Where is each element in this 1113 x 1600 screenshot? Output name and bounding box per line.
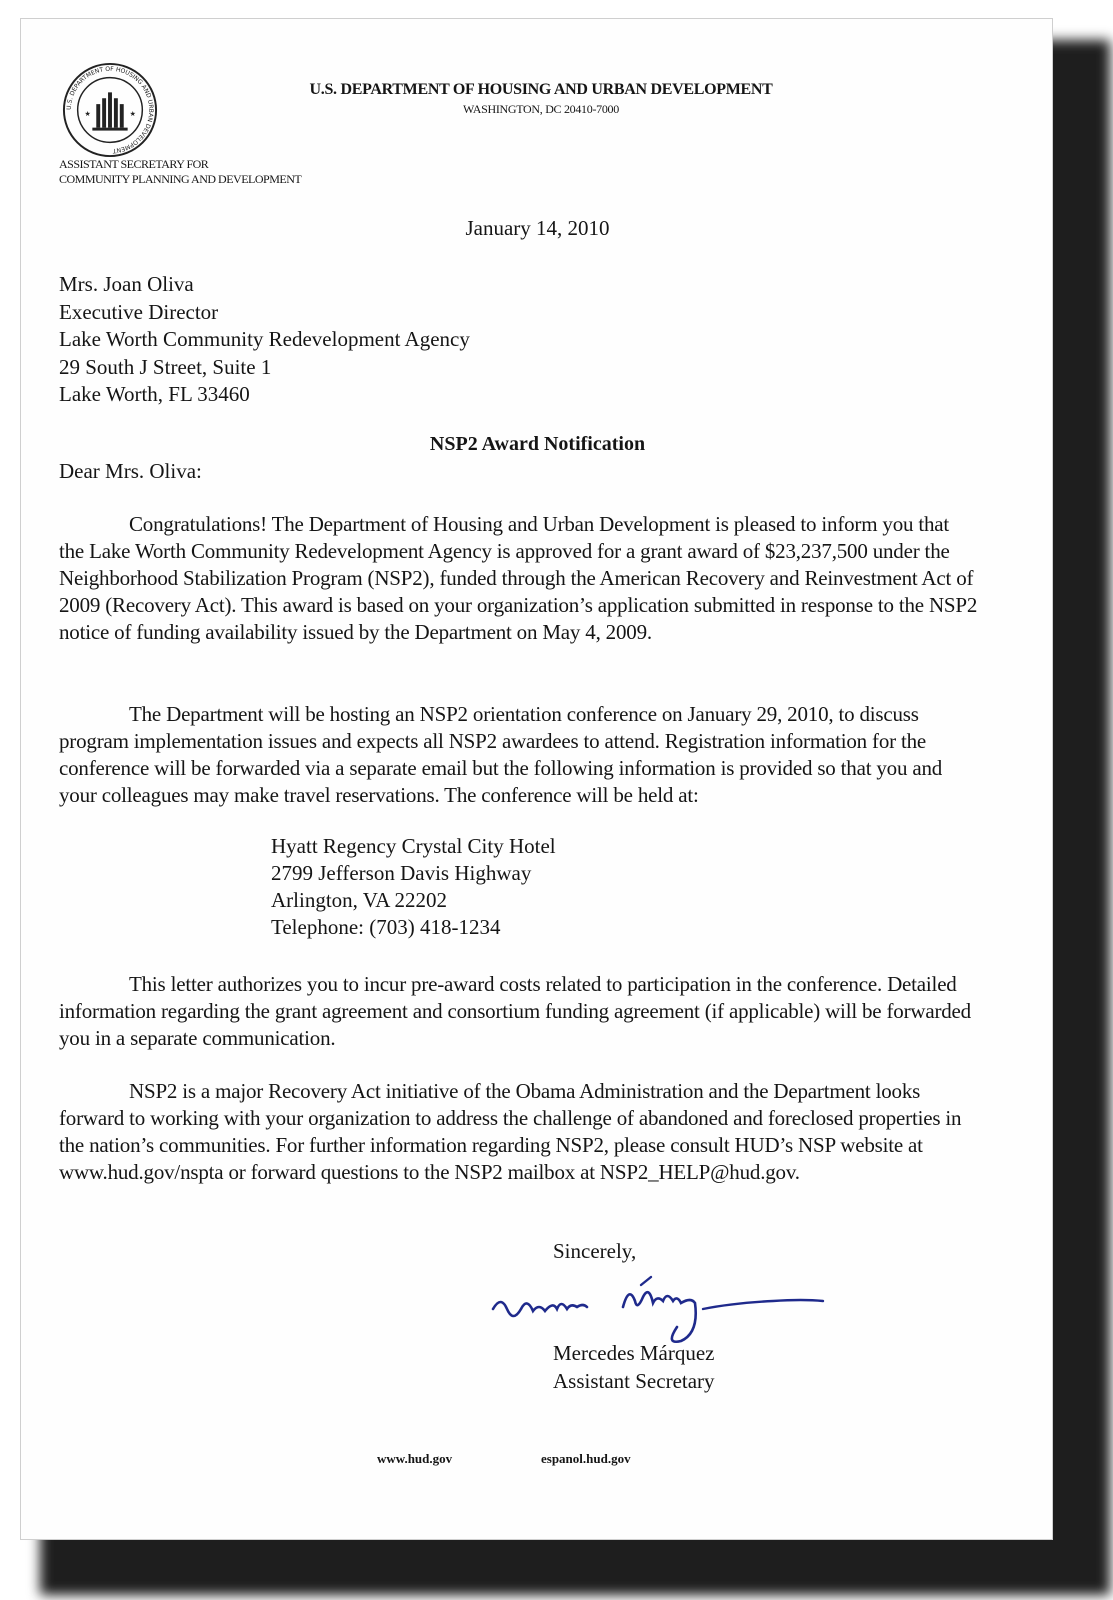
- recipient-name: Mrs. Joan Oliva: [59, 272, 194, 296]
- recipient-organization: Lake Worth Community Redevelopment Agency: [59, 327, 470, 351]
- paragraph: Congratulations! The Department of Housing and Urban Development is pleased to inform you that the Lake Worth Community Redevelopment Agency is approved for a grant award of $23,237,500 under the Neighborhood Stabilization Program (NSP2), funded through the American Recovery and Reinvestment Act of 2009 (Recovery Act). This award is based on your organization’s application submitted in response to the NSP2 notice of funding availability issued by the Department on May 4, 2009.: [59, 512, 978, 644]
- closing: Sincerely,: [553, 1239, 637, 1263]
- paragraph: The Department will be hosting an NSP2 orientation conference on January 29, 2010, to discuss program implementation issues and expects all NSP2 awardees to attend. Registration information for the conference will be forwarded via a separate email but the following information is provided so that you and your colleagues may make travel reservations. The conference will be held at:: [59, 702, 943, 807]
- venue-phone: Telephone: (703) 418-1234: [271, 915, 501, 939]
- office-block: [59, 157, 301, 187]
- signer-name: Mercedes Márquez: [553, 1341, 715, 1365]
- venue-address: [271, 833, 556, 941]
- hud-seal-icon: [61, 61, 159, 159]
- svg-text:★: ★: [129, 110, 136, 118]
- svg-text:★: ★: [84, 110, 91, 118]
- office-line: COMMUNITY PLANNING AND DEVELOPMENT: [59, 172, 302, 186]
- subject-line: NSP2 Award Notification: [429, 433, 646, 455]
- signer-block: [553, 1339, 715, 1395]
- paragraph: NSP2 is a major Recovery Act initiative of the Obama Administration and the Department looks forward to working with your organization to address the challenge of abandoned and foreclosed properties in the nation’s communities. For further information regarding NSP2, please consult HUD’s NSP website at www.hud.gov/nspta or forward questions to the NSP2 mailbox at NSP2_HELP@hud.gov.: [59, 1079, 962, 1184]
- recipient-street: 29 South J Street, Suite 1: [59, 354, 272, 379]
- letter-date: January 14, 2010: [465, 216, 610, 240]
- recipient-title: Executive Director: [59, 299, 219, 324]
- paragraph: This letter authorizes you to incur pre-award costs related to participation in the conference. Detailed information regarding the grant agreement and consortium funding agreement (if applicable) will be forwarded you in a separate communication.: [59, 972, 971, 1050]
- venue-city: Arlington, VA 22202: [271, 888, 447, 912]
- footer-link-hud[interactable]: www.hud.gov: [377, 1451, 453, 1466]
- footer-link-espanol[interactable]: espanol.hud.gov: [541, 1451, 631, 1466]
- recipient-city: Lake Worth, FL 33460: [59, 382, 250, 406]
- signer-title: Assistant Secretary: [553, 1369, 715, 1393]
- venue-name: Hyatt Regency Crystal City Hotel: [271, 834, 556, 858]
- agency-address: WASHINGTON, DC 20410-7000: [463, 102, 619, 116]
- salutation: Dear Mrs. Oliva:: [59, 459, 202, 483]
- office-line: ASSISTANT SECRETARY FOR: [59, 157, 209, 171]
- seal-text: U.S. DEPARTMENT OF HOUSING AND URBAN DEVELOPMENT: [65, 65, 155, 155]
- letter-page: [20, 18, 1053, 1540]
- agency-name: U.S. DEPARTMENT OF HOUSING AND URBAN DEVELOPMENT: [309, 81, 773, 98]
- recipient-address: [59, 271, 470, 409]
- venue-street: 2799 Jefferson Davis Highway: [271, 861, 532, 885]
